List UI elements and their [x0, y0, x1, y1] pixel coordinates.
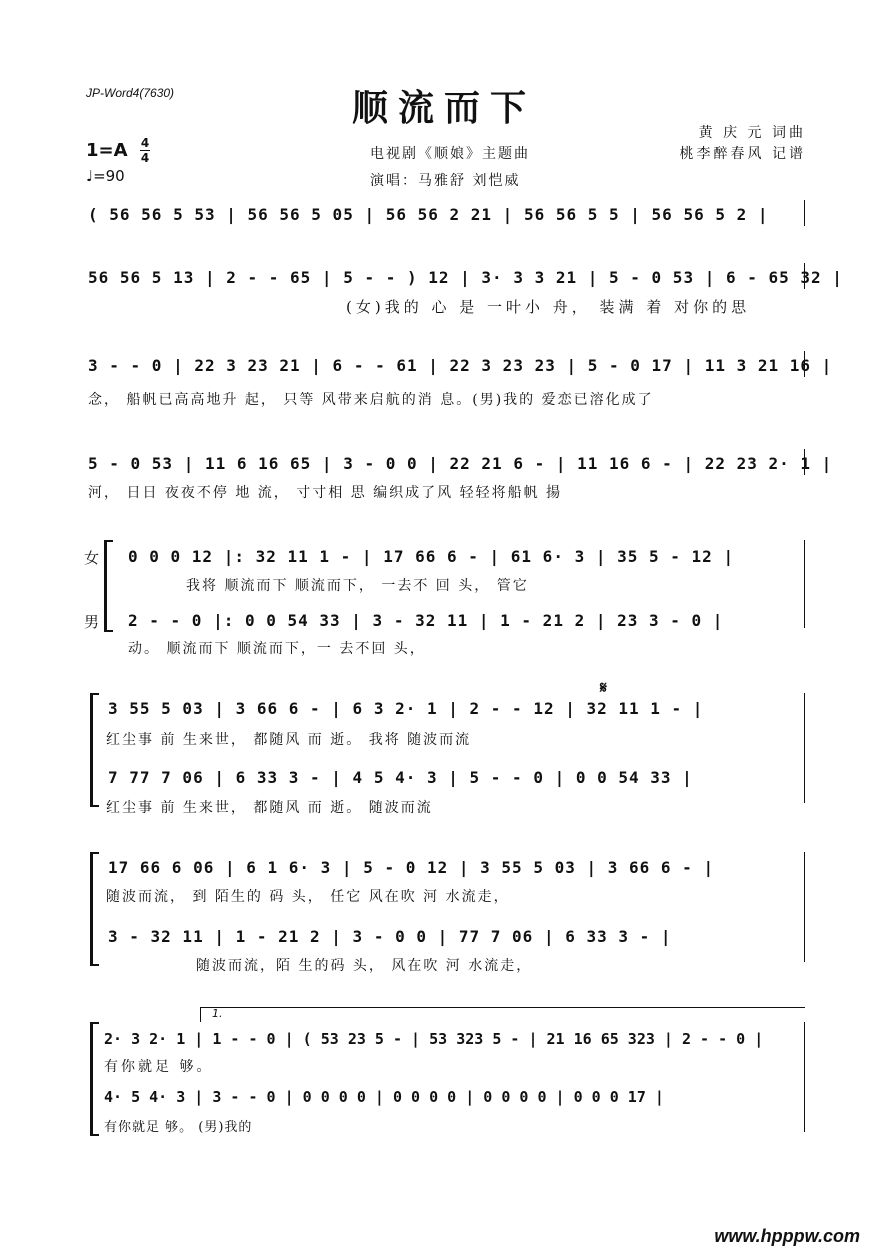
barline	[804, 1022, 805, 1132]
credit-lyricist-composer: 黄 庆 元 词曲	[698, 125, 806, 141]
system-6-male-lyrics: 红尘事 前 生来世， 都随风 而 逝。 随波而流	[106, 800, 433, 816]
barline	[804, 351, 805, 377]
system-2-notes: 56 56 5 13 | 2 - - 65 | 5 - - ) 12 | 3· 3 3 21 | 5 - 0 53 | 6 - 65 32 |	[88, 268, 843, 287]
system-5-brace	[104, 540, 113, 632]
system-8-brace	[90, 1022, 99, 1136]
segno-sign: 𝄋	[600, 678, 607, 697]
system-8-male-notes: 4· 5 4· 3 | 3 - - 0 | 0 0 0 0 | 0 0 0 0 | 0 0 0 0 | 0 0 0 17 |	[104, 1088, 664, 1106]
female-voice-label: 女	[84, 549, 100, 567]
system-7-female-notes: 17 66 6 06 | 6 1 6· 3 | 5 - 0 12 | 3 55 5 03 | 3 66 6 - |	[108, 858, 715, 877]
male-voice-label: 男	[84, 613, 100, 631]
barline	[804, 449, 805, 475]
barline	[804, 540, 805, 628]
system-3-notes: 3 - - 0 | 22 3 23 21 | 6 - - 61 | 22 3 23 23 | 5 - 0 17 | 11 3 21 16 |	[88, 356, 833, 375]
system-3-lyrics: 念， 船帆已高高地升 起， 只等 风带来启航的消 息。(男)我的 爱恋已溶化成了	[88, 392, 654, 408]
system-8-male-lyrics: 有你就足 够。 (男)我的	[104, 1120, 253, 1135]
watermark: www.hpppw.com	[714, 1226, 860, 1246]
system-7-male-notes: 3 - 32 11 | 1 - 21 2 | 3 - 0 0 | 77 7 06 | 6 33 3 - |	[108, 927, 672, 946]
system-7-female-lyrics: 随波而流， 到 陌生的 码 头， 任它 风在吹 河 水流走，	[106, 889, 510, 905]
system-6-female-lyrics: 红尘事 前 生来世， 都随风 而 逝。 我将 随波而流	[106, 732, 472, 748]
performers: 演唱：马雅舒 刘恺威	[370, 173, 521, 189]
system-2-lyrics: (女)我的 心 是 一叶小 舟， 装满 着 对你的思	[346, 298, 751, 316]
system-8-female-notes: 2· 3 2· 1 | 1 - - 0 | ( 53 23 5 - | 53 323 5 - | 21 16 65 323 | 2 - - 0 |	[104, 1030, 764, 1048]
system-8-female-lyrics: 有你就足 够。	[104, 1059, 214, 1075]
barline	[804, 852, 805, 962]
barline	[804, 200, 805, 226]
tempo-marking: ♩=90	[86, 167, 125, 185]
system-5-female-lyrics: 我将 顺流而下 顺流而下， 一去不 回 头， 管它	[186, 578, 529, 594]
barline	[804, 263, 805, 289]
system-5-male-lyrics: 动。 顺流而下 顺流而下，一 去不回 头，	[128, 641, 426, 657]
volta-label: 1.	[212, 1007, 223, 1020]
system-6-female-notes: 3 55 5 03 | 3 66 6 - | 6 3 2· 1 | 2 - - 12 | 32 11 1 - |	[108, 699, 704, 718]
system-7-male-lyrics: 随波而流，陌 生的码 头， 风在吹 河 水流走，	[196, 958, 533, 974]
system-4-lyrics: 河， 日日 夜夜不停 地 流， 寸寸相 思 编织成了风 轻轻将船帆 揚	[88, 485, 563, 501]
credit-transcriber: 桃李醉春风 记谱	[679, 146, 806, 162]
barline	[804, 693, 805, 803]
time-sig-bottom: 4	[140, 151, 150, 165]
system-4-notes: 5 - 0 53 | 11 6 16 65 | 3 - 0 0 | 22 21 6 - | 11 16 6 - | 22 23 2· 1 |	[88, 454, 833, 473]
system-6-brace	[90, 693, 99, 807]
system-5-female-notes: 0 0 0 12 |: 32 11 1 - | 17 66 6 - | 61 6· 3 | 35 5 - 12 |	[128, 547, 735, 566]
time-sig-top: 4	[140, 136, 150, 150]
time-signature	[140, 137, 150, 164]
key-signature: 1=A	[86, 140, 128, 161]
subtitle: 电视剧《顺娘》主题曲	[370, 146, 530, 162]
system-7-brace	[90, 852, 99, 966]
system-6-male-notes: 7 77 7 06 | 6 33 3 - | 4 5 4· 3 | 5 - - 0 | 0 0 54 33 |	[108, 768, 693, 787]
system-1-notes: ( 56 56 5 53 | 56 56 5 05 | 56 56 2 21 | 56 56 5 5 | 56 56 5 2 |	[88, 205, 769, 224]
system-5-male-notes: 2 - - 0 |: 0 0 54 33 | 3 - 32 11 | 1 - 21 2 | 23 3 - 0 |	[128, 611, 724, 630]
volta-bracket	[200, 1007, 805, 1022]
page-title: 顺流而下	[351, 87, 536, 129]
software-label: JP-Word4(7630)	[86, 86, 175, 100]
